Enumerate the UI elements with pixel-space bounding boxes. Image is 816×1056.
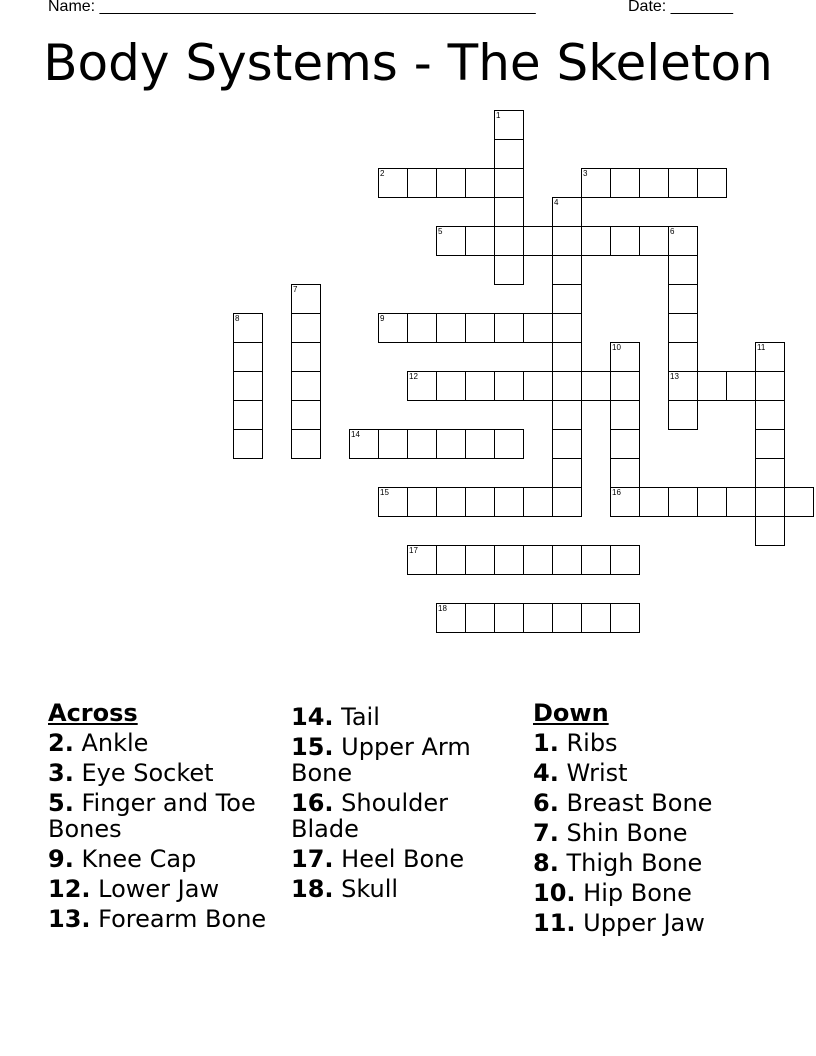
clue-text: Finger and Toe Bones bbox=[48, 789, 256, 843]
clue-text: Forearm Bone bbox=[98, 905, 267, 933]
clue-text: Lower Jaw bbox=[98, 875, 220, 903]
clue-text: Hip Bone bbox=[583, 879, 692, 907]
clue-number-label: 15 bbox=[380, 488, 389, 497]
crossword-cell[interactable] bbox=[610, 429, 640, 459]
clue-text: Skull bbox=[341, 875, 399, 903]
clue-number: 17. bbox=[291, 845, 334, 873]
crossword-cell[interactable] bbox=[610, 603, 640, 633]
crossword-cell[interactable] bbox=[523, 487, 553, 517]
date-field-label[interactable]: Date: _______ bbox=[628, 0, 733, 15]
down-clue bbox=[533, 730, 773, 756]
clue-number: 2. bbox=[48, 729, 74, 757]
crossword-cell[interactable] bbox=[465, 371, 495, 401]
crossword-cell[interactable] bbox=[610, 458, 640, 488]
crossword-cell[interactable] bbox=[494, 487, 524, 517]
crossword-cell[interactable] bbox=[436, 545, 466, 575]
crossword-cell[interactable] bbox=[668, 284, 698, 314]
across-clue bbox=[48, 790, 278, 842]
crossword-cell[interactable] bbox=[668, 400, 698, 430]
crossword-cell[interactable] bbox=[436, 487, 466, 517]
crossword-cell[interactable] bbox=[639, 226, 669, 256]
across-clue bbox=[48, 760, 278, 786]
crossword-cell[interactable] bbox=[668, 313, 698, 343]
crossword-cell[interactable] bbox=[523, 226, 553, 256]
crossword-cell[interactable] bbox=[552, 313, 582, 343]
across-clue bbox=[48, 730, 278, 756]
crossword-cell[interactable] bbox=[552, 429, 582, 459]
crossword-cell[interactable] bbox=[233, 342, 263, 372]
down-clue bbox=[533, 820, 773, 846]
crossword-cell[interactable] bbox=[291, 371, 321, 401]
crossword-cell[interactable] bbox=[668, 168, 698, 198]
clue-number-label: 5 bbox=[438, 227, 443, 236]
down-clue bbox=[533, 790, 773, 816]
clue-number-label: 14 bbox=[351, 430, 360, 439]
across-clue bbox=[291, 846, 521, 872]
crossword-cell[interactable] bbox=[436, 313, 466, 343]
down-heading: Down bbox=[533, 699, 609, 727]
crossword-cell[interactable] bbox=[523, 371, 553, 401]
across-clue bbox=[291, 790, 521, 842]
crossword-cell[interactable] bbox=[639, 168, 669, 198]
clue-number: 12. bbox=[48, 875, 91, 903]
clue-number-label: 11 bbox=[757, 343, 766, 352]
clue-number: 11. bbox=[533, 909, 576, 937]
clue-number: 14. bbox=[291, 703, 334, 731]
clue-number-label: 18 bbox=[438, 604, 447, 613]
crossword-cell[interactable] bbox=[581, 603, 611, 633]
clue-number-label: 7 bbox=[293, 285, 298, 294]
crossword-cell[interactable] bbox=[291, 342, 321, 372]
crossword-cell[interactable] bbox=[552, 226, 582, 256]
crossword-cell[interactable] bbox=[233, 371, 263, 401]
page-title: Body Systems - The Skeleton bbox=[43, 34, 773, 92]
crossword-cell[interactable] bbox=[552, 458, 582, 488]
across-clue bbox=[48, 876, 278, 902]
across-clues-column-1 bbox=[48, 700, 278, 936]
clue-number-label: 3 bbox=[583, 169, 588, 178]
clue-text: Ribs bbox=[566, 729, 618, 757]
crossword-cell[interactable] bbox=[552, 342, 582, 372]
crossword-cell[interactable] bbox=[610, 400, 640, 430]
clue-number: 4. bbox=[533, 759, 559, 787]
down-clue bbox=[533, 880, 773, 906]
crossword-cell[interactable] bbox=[494, 371, 524, 401]
crossword-cell[interactable] bbox=[378, 429, 408, 459]
crossword-cell[interactable] bbox=[494, 139, 524, 169]
crossword-cell[interactable] bbox=[552, 255, 582, 285]
crossword-cell[interactable] bbox=[552, 371, 582, 401]
crossword-cell[interactable] bbox=[726, 487, 756, 517]
clue-text: Wrist bbox=[566, 759, 628, 787]
crossword-cell[interactable] bbox=[523, 545, 553, 575]
clue-number-label: 9 bbox=[380, 314, 385, 323]
crossword-cell[interactable] bbox=[494, 226, 524, 256]
clue-number-label: 8 bbox=[235, 314, 240, 323]
crossword-cell[interactable] bbox=[494, 255, 524, 285]
crossword-cell[interactable] bbox=[494, 313, 524, 343]
crossword-cell[interactable] bbox=[697, 371, 727, 401]
crossword-cell[interactable] bbox=[755, 400, 785, 430]
clue-number: 15. bbox=[291, 733, 334, 761]
crossword-cell[interactable] bbox=[552, 284, 582, 314]
clue-number: 16. bbox=[291, 789, 334, 817]
crossword-cell[interactable] bbox=[523, 313, 553, 343]
across-clue bbox=[291, 734, 521, 786]
clue-number-label: 4 bbox=[554, 198, 559, 207]
clue-number-label: 17 bbox=[409, 546, 418, 555]
clue-number-label: 1 bbox=[496, 111, 501, 120]
across-heading: Across bbox=[48, 699, 138, 727]
crossword-cell[interactable] bbox=[436, 429, 466, 459]
crossword-cell[interactable] bbox=[755, 458, 785, 488]
crossword-cell[interactable] bbox=[755, 371, 785, 401]
clue-number-label: 12 bbox=[409, 372, 418, 381]
crossword-cell[interactable] bbox=[465, 603, 495, 633]
crossword-cell[interactable] bbox=[755, 429, 785, 459]
down-clues-column bbox=[533, 700, 773, 940]
crossword-cell[interactable] bbox=[407, 313, 437, 343]
clue-number: 7. bbox=[533, 819, 559, 847]
crossword-cell[interactable] bbox=[610, 226, 640, 256]
down-clue bbox=[533, 850, 773, 876]
crossword-cell[interactable] bbox=[755, 487, 785, 517]
clue-text: Eye Socket bbox=[81, 759, 214, 787]
clue-text: Tail bbox=[341, 703, 380, 731]
crossword-cell[interactable] bbox=[233, 429, 263, 459]
name-field-label[interactable]: Name: _________________________________________________ bbox=[48, 0, 536, 15]
across-clue bbox=[291, 704, 521, 730]
clue-number: 10. bbox=[533, 879, 576, 907]
crossword-cell[interactable] bbox=[668, 255, 698, 285]
clue-number: 18. bbox=[291, 875, 334, 903]
crossword-cell[interactable] bbox=[610, 545, 640, 575]
clue-number: 5. bbox=[48, 789, 74, 817]
crossword-cell[interactable] bbox=[407, 487, 437, 517]
clue-number-label: 10 bbox=[612, 343, 621, 352]
crossword-cell[interactable] bbox=[494, 429, 524, 459]
clue-number: 6. bbox=[533, 789, 559, 817]
clue-number: 1. bbox=[533, 729, 559, 757]
clue-text: Shin Bone bbox=[566, 819, 688, 847]
clue-text: Upper Jaw bbox=[583, 909, 705, 937]
clue-number-label: 6 bbox=[670, 227, 675, 236]
crossword-cell[interactable] bbox=[668, 342, 698, 372]
crossword-cell[interactable] bbox=[755, 516, 785, 546]
crossword-cell[interactable] bbox=[465, 168, 495, 198]
crossword-cell[interactable] bbox=[697, 168, 727, 198]
crossword-cell[interactable] bbox=[407, 429, 437, 459]
down-clue bbox=[533, 760, 773, 786]
crossword-cell[interactable] bbox=[494, 545, 524, 575]
crossword-cell[interactable] bbox=[581, 371, 611, 401]
crossword-cell[interactable] bbox=[436, 168, 466, 198]
crossword-cell[interactable] bbox=[726, 371, 756, 401]
clue-text: Thigh Bone bbox=[566, 849, 703, 877]
clue-number-label: 13 bbox=[670, 372, 679, 381]
crossword-cell[interactable] bbox=[581, 226, 611, 256]
crossword-cell[interactable] bbox=[465, 545, 495, 575]
crossword-cell[interactable] bbox=[610, 371, 640, 401]
clue-text: Shoulder Blade bbox=[291, 789, 449, 843]
across-clue bbox=[291, 876, 521, 902]
crossword-cell[interactable] bbox=[552, 603, 582, 633]
clue-text: Heel Bone bbox=[341, 845, 465, 873]
clue-number: 9. bbox=[48, 845, 74, 873]
clue-number-label: 2 bbox=[380, 169, 385, 178]
crossword-cell[interactable] bbox=[494, 168, 524, 198]
crossword-cell[interactable] bbox=[291, 313, 321, 343]
clue-number: 3. bbox=[48, 759, 74, 787]
clue-text: Breast Bone bbox=[566, 789, 713, 817]
crossword-cell[interactable] bbox=[436, 371, 466, 401]
crossword-cell[interactable] bbox=[610, 168, 640, 198]
across-clues-column-2 bbox=[291, 704, 521, 906]
clue-text: Ankle bbox=[81, 729, 149, 757]
crossword-cell[interactable] bbox=[784, 487, 814, 517]
clue-number-label: 16 bbox=[612, 488, 621, 497]
crossword-cell[interactable] bbox=[697, 487, 727, 517]
crossword-cell[interactable] bbox=[233, 400, 263, 430]
crossword-cell[interactable] bbox=[639, 487, 669, 517]
clue-number: 8. bbox=[533, 849, 559, 877]
crossword-cell[interactable] bbox=[291, 400, 321, 430]
crossword-cell[interactable] bbox=[668, 487, 698, 517]
crossword-cell[interactable] bbox=[552, 400, 582, 430]
clue-number: 13. bbox=[48, 905, 91, 933]
crossword-cell[interactable] bbox=[552, 545, 582, 575]
crossword-cell[interactable] bbox=[465, 487, 495, 517]
crossword-cell[interactable] bbox=[465, 226, 495, 256]
crossword-cell[interactable] bbox=[407, 168, 437, 198]
crossword-cell[interactable] bbox=[494, 603, 524, 633]
crossword-cell[interactable] bbox=[291, 429, 321, 459]
crossword-cell[interactable] bbox=[552, 487, 582, 517]
across-clue bbox=[48, 906, 278, 932]
crossword-cell[interactable] bbox=[494, 197, 524, 227]
clue-text: Upper Arm Bone bbox=[291, 733, 471, 787]
crossword-cell[interactable] bbox=[465, 429, 495, 459]
crossword-cell[interactable] bbox=[465, 313, 495, 343]
down-clue bbox=[533, 910, 773, 936]
crossword-cell[interactable] bbox=[581, 545, 611, 575]
across-clue bbox=[48, 846, 278, 872]
crossword-cell[interactable] bbox=[523, 603, 553, 633]
clue-text: Knee Cap bbox=[81, 845, 197, 873]
